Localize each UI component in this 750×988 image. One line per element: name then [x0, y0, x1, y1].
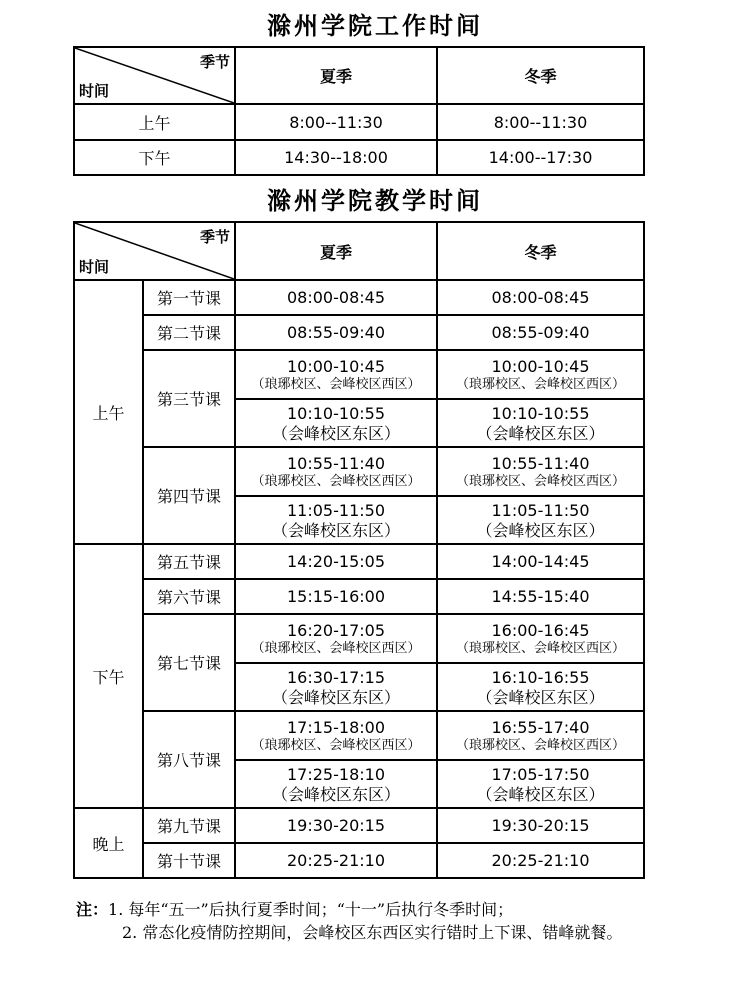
time-value: 16:30-17:15 — [287, 667, 385, 687]
campus-note: （会峰校区东区） — [271, 423, 400, 443]
morning-summer-time: 8:00--11:30 — [235, 104, 437, 140]
diagonal-header-cell — [74, 222, 235, 280]
summer-header: 夏季 — [235, 47, 437, 104]
campus-note: （琅琊校区、会峰校区西区） — [251, 641, 421, 656]
afternoon-summer-time: 14:30--18:00 — [235, 140, 437, 175]
time-value: 16:00-16:45 — [491, 621, 590, 640]
afternoon-winter-time: 14:00--17:30 — [437, 140, 644, 175]
class-8-winter-b — [437, 760, 644, 808]
time-value: 10:55-11:40 — [491, 454, 590, 473]
note-line-1 — [76, 898, 676, 922]
campus-note: （会峰校区东区） — [271, 784, 400, 804]
time-header: 时间 — [79, 82, 110, 100]
class-4-name: 第四节课 — [143, 447, 235, 544]
note-line-2: 2. 常态化疫情防控期间，会峰校区东西区实行错时上下课、错峰就餐。 — [122, 923, 623, 942]
time-value: 10:00-10:45 — [491, 357, 590, 376]
time-value: 10:10-10:55 — [491, 403, 590, 423]
time-value: 16:20-17:05 — [287, 621, 385, 640]
class-2-summer: 08:55-09:40 — [235, 315, 437, 350]
class-6-name: 第六节课 — [143, 579, 235, 614]
time-value: 10:10-10:55 — [287, 403, 385, 423]
campus-note: （会峰校区东区） — [476, 423, 605, 443]
time-value: 17:25-18:10 — [287, 764, 385, 784]
note-text-1: 1. 每年“五一”后执行夏季时间；“十一”后执行冬季时间； — [108, 900, 514, 919]
class-1-winter: 08:00-08:45 — [437, 280, 644, 315]
class-4-winter-a — [437, 447, 644, 496]
class-8-summer-b — [235, 760, 437, 808]
time-value: 10:55-11:40 — [287, 454, 385, 473]
campus-note: （琅琊校区、会峰校区西区） — [455, 377, 625, 392]
class-3-name: 第三节课 — [143, 350, 235, 447]
campus-note: （琅琊校区、会峰校区西区） — [251, 377, 421, 392]
class-6-winter: 14:55-15:40 — [437, 579, 644, 614]
class-10-winter: 20:25-21:10 — [437, 843, 644, 878]
class-3-summer-b — [235, 399, 437, 447]
class-9-name: 第九节课 — [143, 808, 235, 843]
time-value: 10:00-10:45 — [287, 357, 385, 376]
class-4-summer-b — [235, 496, 437, 544]
time-value: 11:05-11:50 — [491, 500, 590, 520]
class-2-name: 第二节课 — [143, 315, 235, 350]
time-value: 16:55-17:40 — [491, 718, 590, 737]
class-5-summer: 14:20-15:05 — [235, 544, 437, 579]
morning-label: 上午 — [74, 104, 235, 140]
time-value: 17:15-18:00 — [287, 718, 385, 737]
period-evening: 晚上 — [74, 808, 143, 878]
teaching-time-table — [73, 221, 645, 879]
class-9-summer: 19:30-20:15 — [235, 808, 437, 843]
period-morning: 上午 — [74, 280, 143, 544]
class-3-summer-a — [235, 350, 437, 399]
campus-note: （会峰校区东区） — [271, 520, 400, 540]
winter-header: 冬季 — [437, 222, 644, 280]
class-5-name: 第五节课 — [143, 544, 235, 579]
campus-note: （会峰校区东区） — [476, 687, 605, 707]
class-7-summer-a — [235, 614, 437, 663]
campus-note: （琅琊校区、会峰校区西区） — [455, 738, 625, 753]
campus-note: （会峰校区东区） — [271, 687, 400, 707]
campus-note: （琅琊校区、会峰校区西区） — [251, 738, 421, 753]
class-10-name: 第十节课 — [143, 843, 235, 878]
class-2-winter: 08:55-09:40 — [437, 315, 644, 350]
class-9-winter: 19:30-20:15 — [437, 808, 644, 843]
class-7-name: 第七节课 — [143, 614, 235, 711]
campus-note: （琅琊校区、会峰校区西区） — [251, 474, 421, 489]
class-6-summer: 15:15-16:00 — [235, 579, 437, 614]
time-value: 11:05-11:50 — [287, 500, 385, 520]
class-7-winter-a — [437, 614, 644, 663]
season-header: 季节 — [199, 228, 230, 246]
diagonal-header-cell — [74, 47, 235, 104]
campus-note: （会峰校区东区） — [476, 784, 605, 804]
afternoon-label: 下午 — [74, 140, 235, 175]
work-time-title: 滁州学院工作时间 — [267, 11, 483, 40]
class-10-summer: 20:25-21:10 — [235, 843, 437, 878]
class-5-winter: 14:00-14:45 — [437, 544, 644, 579]
time-value: 16:10-16:55 — [491, 667, 590, 687]
time-header: 时间 — [79, 258, 110, 276]
campus-note: （会峰校区东区） — [476, 520, 605, 540]
winter-header: 冬季 — [437, 47, 644, 104]
class-4-summer-a — [235, 447, 437, 496]
note-label: 注： — [76, 900, 109, 919]
summer-header: 夏季 — [235, 222, 437, 280]
class-7-summer-b — [235, 663, 437, 711]
class-8-winter-a — [437, 711, 644, 760]
class-1-name: 第一节课 — [143, 280, 235, 315]
teaching-time-title: 滁州学院教学时间 — [267, 186, 483, 215]
class-1-summer: 08:00-08:45 — [235, 280, 437, 315]
class-3-winter-a — [437, 350, 644, 399]
season-header: 季节 — [199, 53, 230, 71]
class-7-winter-b — [437, 663, 644, 711]
period-afternoon: 下午 — [74, 544, 143, 808]
class-3-winter-b — [437, 399, 644, 447]
campus-note: （琅琊校区、会峰校区西区） — [455, 641, 625, 656]
work-time-table — [73, 46, 645, 176]
morning-winter-time: 8:00--11:30 — [437, 104, 644, 140]
class-8-summer-a — [235, 711, 437, 760]
time-value: 17:05-17:50 — [491, 764, 590, 784]
campus-note: （琅琊校区、会峰校区西区） — [455, 474, 625, 489]
class-4-winter-b — [437, 496, 644, 544]
class-8-name: 第八节课 — [143, 711, 235, 808]
